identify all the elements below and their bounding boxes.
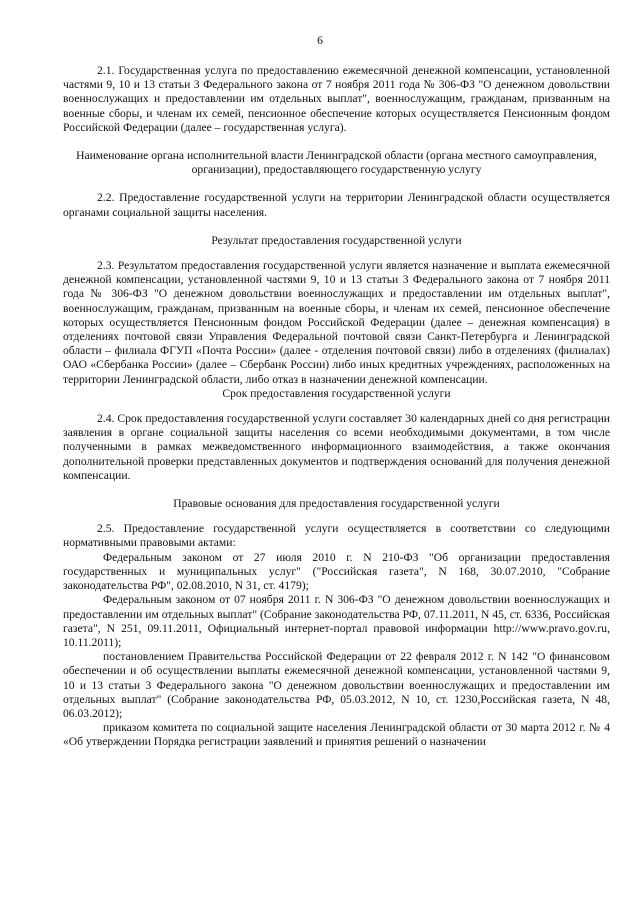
paragraph-2-5: 2.5. Предоставление государственной услуги осуществляется в соответствии со следующими нормативными правовыми актами:: [63, 522, 610, 550]
legal-act-210-fz: Федеральным законом от 27 июля 2010 г. N 210-ФЗ "Об организации предоставления государственных и муниципальных услуг" ("Российская газета", N 168, 30.07.2010, "Собрание законодательства РФ", 02.08.2010, N 31, ст. 4179);: [63, 550, 610, 593]
paragraph-2-2: 2.2. Предоставление государственной услуги на территории Ленинградской области осуществляется органами социальной защиты населения.: [63, 191, 610, 219]
legal-act-order-4: приказом комитета по социальной защите населения Ленинградской области от 30 марта 2012 г. № 4 «Об утверждении Порядка регистрации заявлений и принятия решений о назначении: [63, 721, 610, 749]
paragraph-2-4: 2.4. Срок предоставления государственной услуги составляет 30 календарных дней со дня регистрации заявления в органе социальной защиты населения со всеми необходимыми документами, в том числе полученными в рамках межведомственного информационного взаимодействия, а также окончания дополнительной проверки представленных документов и подтверждения оснований для получения денежной компенсации.: [63, 412, 610, 482]
legal-act-resolution-142: постановлением Правительства Российской Федерации от 22 февраля 2012 г. N 142 "О финансовом обеспечении и об осуществлении выплаты ежемесячной денежной компенсации, установленной частями 9, 10 и 13 статьи 3 Федерального закона "О денежном довольствии военнослужащих и предоставлении им отдельных выплат" (Собрание законодательства РФ, 05.03.2012, N 10, ст. 1230,Российская газета, N 48, 06.03.2012);: [63, 650, 610, 720]
paragraph-2-3: 2.3. Результатом предоставления государственной услуги является назначение и выплата ежемесячной денежной компенсации, установленной частями 9, 10 и 13 статьи 3 Федерального закона от 7 ноября 2011 года № 306-ФЗ "О денежном довольствии военнослужащих и предоставлении им отдельных выплат", военнослужащим, гражданам, призванным на военные сборы, и членам их семей, пенсионное обеспечение которых осуществляется Пенсионным фондом Российской Федерации (далее – денежная компенсация) в отделениях почтовой связи Управления Федеральной почтовой связи Санкт-Петербурга и Ленинградской области – филиала ФГУП «Почта России» (далее - отделения почтовой связи) либо в отделениях (филиалах) ОАО «Сбербанка России» (далее – Сбербанк России) либо иных кредитных учреждениях, расположенных на территории Ленинградской области, либо отказ в назначении денежной компенсации.: [63, 259, 610, 386]
heading-result: Результат предоставления государственной услуги: [211, 233, 462, 247]
heading-term: Срок предоставления государственной услуги: [222, 386, 451, 400]
heading-organ: Наименование органа исполнительной власти Ленинградской области (органа местного самоуправления, организации), предоставляющего государственную услугу: [76, 149, 597, 177]
legal-act-306-fz: Федеральным законом от 07 ноября 2011 г. N 306-ФЗ "О денежном довольствии военнослужащих и предоставлении им отдельных выплат" (Собрание законодательства РФ, 07.11.2011, N 45, ст. 6336, Российская газета", N 251, 09.11.2011, Официальный интернет-портал правовой информации http://www.pravo.gov.ru, 10.11.2011);: [63, 593, 610, 649]
heading-legal: Правовые основания для предоставления государственной услуги: [173, 497, 500, 511]
paragraph-2-1: 2.1. Государственная услуга по предоставлению ежемесячной денежной компенсации, установленной частями 9, 10 и 13 статьи 3 Федерального закона от 7 ноября 2011 года № 306-ФЗ "О денежном довольствии военнослужащих и предоставлении им отдельных выплат", военнослужащим, гражданам, призванным на военные сборы, и членам их семей, пенсионное обеспечение которых осуществляется Пенсионным фондом Российской Федерации (далее – государственная услуга).: [63, 64, 610, 134]
document-body: [63, 64, 610, 750]
page-number: 6: [317, 34, 323, 47]
